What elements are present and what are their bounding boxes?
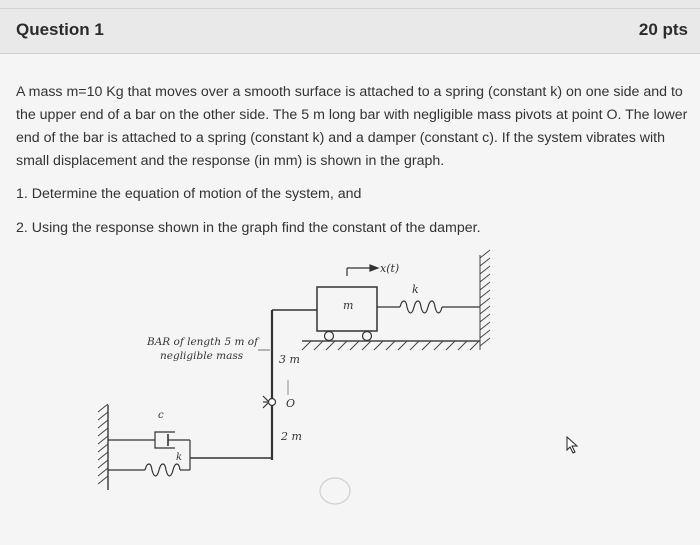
spring-bottom [108,464,190,476]
problem-statement: A mass m=10 Kg that moves over a smooth surface is attached to a spring (constant k) on one side and to the upper end of a bar on the other side. The 5 m long bar with negligible mass pivots at point O. The lower end of the bar is attached to a spring (constant k) and a damper (constant c). If the system vibrates with small displacement and the response (in mm) is shown in the graph. [16,84,688,169]
ground-surface [302,341,480,350]
question-body [0,54,700,545]
spring-top-label: k [412,283,419,296]
upper-length-label: 3 m [279,353,300,366]
pivot-icon [263,396,276,408]
cursor-icon [567,437,577,453]
damper-label: c [158,410,164,421]
pivot-label: O [286,397,296,410]
top-border [0,0,700,9]
mechanism-diagram [0,54,700,545]
right-wall [480,250,490,350]
task-2: 2. Using the response shown in the graph find the constant of the damper. [16,220,481,236]
spring-bottom-label: k [176,452,183,463]
question-points: 20 pts [638,20,688,39]
displacement-arrow [347,265,378,276]
wheel-right [363,332,372,341]
lower-length-label: 2 m [281,430,302,443]
question-header [0,9,700,54]
left-wall [98,404,108,490]
task-1: 1. Determine the equation of motion of the system, and [16,186,362,202]
wheel-left [325,332,334,341]
bar-label-line1: BAR of length 5 m of [147,336,258,348]
bar-label-line2: negligible mass [160,350,244,362]
faint-circle-mark [320,478,350,504]
spring-top [377,301,480,313]
displacement-label: x(t) [380,262,400,275]
question-title: Question 1 [16,20,104,39]
mass-label: m [343,299,354,312]
